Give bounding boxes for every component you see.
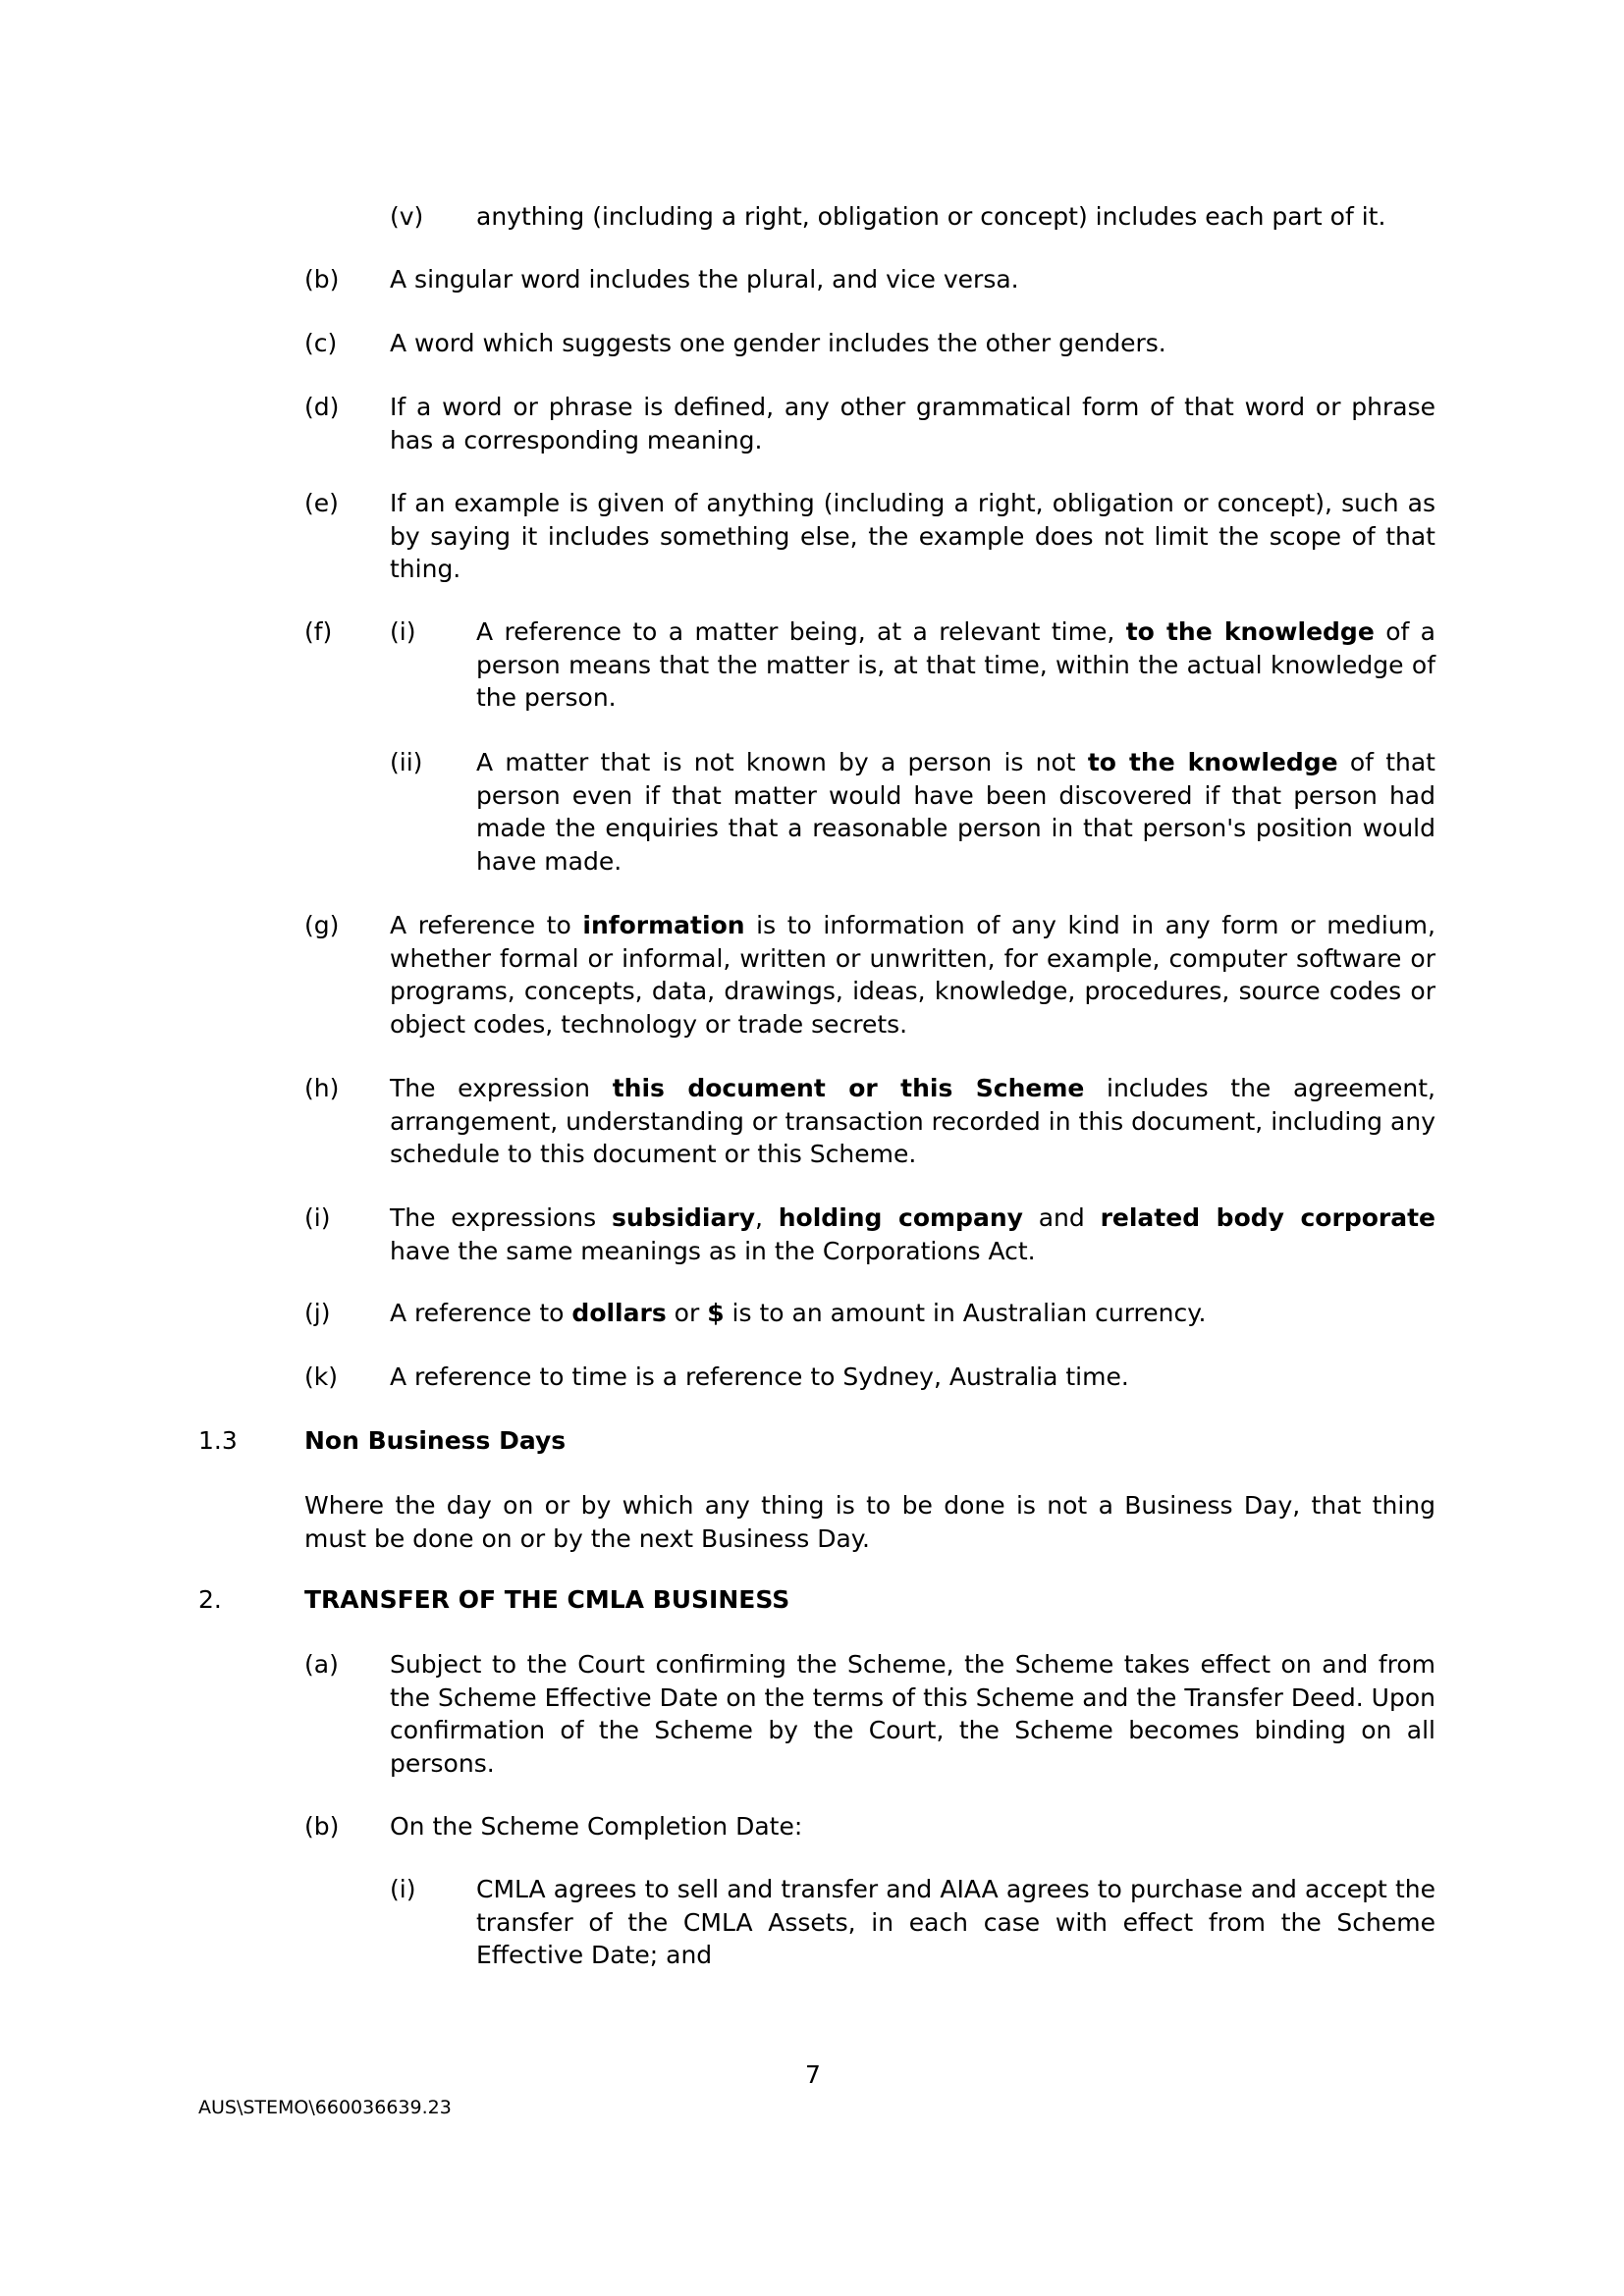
section-body: Where the day on or by which any thing is to be done is not a Business Day, that thing must be done on or by the next Business Day.	[304, 1491, 1435, 1553]
defined-term: subsidiary	[612, 1203, 755, 1232]
clause-label: (h)	[304, 1074, 340, 1102]
subclause-text: CMLA agrees to sell and transfer and AIAA agrees to purchase and accept the transfer of the CMLA Assets, in each case with effect from the Scheme Effective Date; and	[476, 1875, 1435, 1969]
clause-text: A reference to time is a reference to Sydney, Australia time.	[390, 1362, 1129, 1391]
clause-text: If a word or phrase is defined, any other grammatical form of that word or phrase has a corresponding meaning.	[390, 393, 1435, 454]
page-number: 7	[805, 2060, 821, 2089]
subclause-text-f-i: A reference to a matter being, at a relevant time, to the knowledge of a person means that the matter is, at that time, within the actual knowledge of the person.	[476, 617, 1435, 712]
clause-label: (k)	[304, 1362, 338, 1391]
defined-term: dollars	[571, 1299, 667, 1327]
defined-term: information	[582, 911, 745, 939]
clause-label: (c)	[304, 329, 338, 357]
clause-text: If an example is given of anything (including a right, obligation or concept), such as by saying it includes something else, the example does not limit the scope of that thing.	[390, 489, 1435, 583]
defined-term: this document or this Scheme	[612, 1074, 1085, 1102]
defined-term: holding company	[778, 1203, 1023, 1232]
subclause-label: (i)	[390, 617, 416, 646]
defined-term: to the knowledge	[1087, 748, 1338, 776]
section-heading: Non Business Days	[304, 1426, 567, 1455]
clause-label: (i)	[304, 1203, 331, 1232]
section-number: 1.3	[198, 1426, 238, 1455]
clause-text: Subject to the Court confirming the Scheme, the Scheme takes effect on and from the Scheme Effective Date on the terms of this Scheme and the Transfer Deed. Upon confirmation of the Scheme by the Court, the Scheme becomes binding on all persons.	[390, 1650, 1435, 1778]
clause-text-j: A reference to dollars or $ is to an amount in Australian currency.	[390, 1299, 1207, 1327]
clause-label: (g)	[304, 911, 340, 939]
clause-label: (b)	[304, 265, 340, 294]
clause-text: On the Scheme Completion Date:	[390, 1812, 803, 1841]
clause-label: (v)	[390, 202, 424, 231]
clause-text: A singular word includes the plural, and vice versa.	[390, 265, 1019, 294]
clause-label: (d)	[304, 393, 340, 421]
clause-label: (b)	[304, 1812, 340, 1841]
clause-text-g: A reference to information is to information of any kind in any form or medium, whether formal or informal, written or unwritten, for example, computer software or programs, concepts, data, drawings, ideas, knowledge, procedures, source codes or object codes, technology or trade secrets.	[390, 911, 1435, 1039]
section-number: 2.	[198, 1585, 222, 1614]
clause-label: (a)	[304, 1650, 339, 1679]
defined-term: related body corporate	[1100, 1203, 1435, 1232]
clause-label: (f)	[304, 617, 333, 646]
clause-text-h: The expression this document or this Scheme includes the agreement, arrangement, understanding or transaction recorded in this document, including any schedule to this document or this Scheme.	[390, 1074, 1435, 1168]
clause-text-i: The expressions subsidiary, holding company and related body corporate have the same meanings as in the Corporations Act.	[390, 1203, 1435, 1265]
subclause-label: (i)	[390, 1875, 416, 1903]
clause-label: (e)	[304, 489, 339, 517]
clause-text: A word which suggests one gender includes the other genders.	[390, 329, 1166, 357]
clause-text: anything (including a right, obligation or concept) includes each part of it.	[476, 202, 1386, 231]
defined-term: $	[707, 1299, 725, 1327]
document-reference: AUS\STEMO\660036639.23	[198, 2097, 452, 2118]
clause-label: (j)	[304, 1299, 331, 1327]
subclause-text-f-ii: A matter that is not known by a person is not to the knowledge of that person even if that matter would have been discovered if that person had made the enquiries that a reasonable person in that person's position would have made.	[476, 748, 1435, 876]
section-heading: TRANSFER OF THE CMLA BUSINESS	[304, 1585, 790, 1614]
defined-term: to the knowledge	[1125, 617, 1375, 646]
subclause-label: (ii)	[390, 748, 423, 776]
